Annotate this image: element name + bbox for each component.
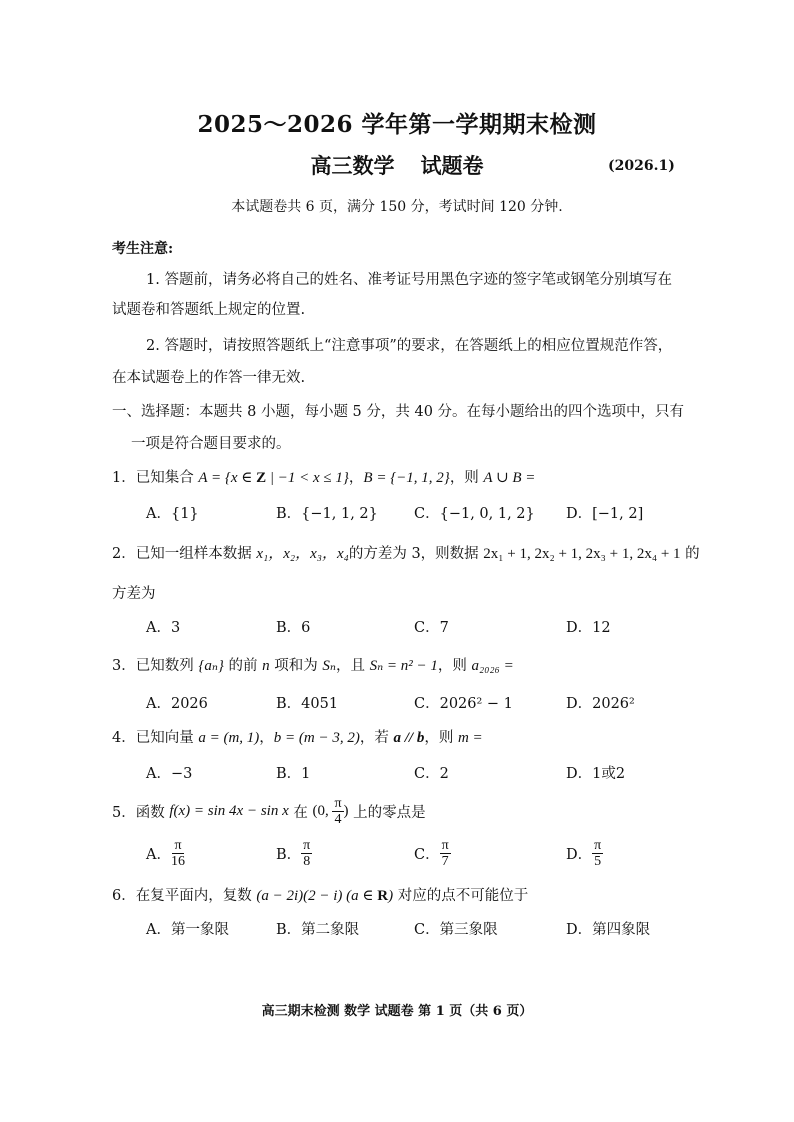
q2-option-c: C．7: [414, 620, 449, 636]
notice-item-2-line-1: 2. 答题时，请按照答题纸上“注意事项”的要求，在答题纸上的相应位置规范作答，: [146, 338, 673, 354]
q6-option-c: C．第三象限: [414, 922, 498, 938]
q4-option-b: B．1: [276, 766, 311, 782]
union-expr: A ∪ B =: [483, 470, 536, 486]
complex-expr: (a − 2i)(2 − i): [256, 888, 343, 904]
q4-option-a: A．−3: [146, 766, 193, 782]
transformed-data: 2x₁ + 1, 2x₂ + 1, 2x₃ + 1, 2x₄ + 1: [483, 546, 681, 562]
q5-option-d: D． $\frac{\pi}{5}$: [566, 838, 602, 869]
q3-option-b: B．4051: [276, 696, 339, 712]
subject-name: 高三数学: [310, 153, 395, 178]
sum-formula: Sₙ = n² − 1: [369, 658, 438, 674]
q5-option-b: B． $\frac{\pi}{8}$: [276, 838, 311, 869]
question-1: 1．已知集合 A = {x ∈ Z | −1 < x ≤ 1}，B = {−1, 1, 2}，则 A ∪ B =: [112, 470, 536, 486]
question-5: 5．函数 f(x) = sin 4x − sin x 在 (0, $\frac{\pi}{4}$ ) 上的零点是: [112, 796, 426, 827]
vector-a: a = (m, 1): [198, 730, 260, 746]
q1-option-c: C．{−1, 0, 1, 2}: [414, 506, 535, 522]
interval-fraction: $\frac{\pi}{4}$: [334, 796, 342, 827]
q1-option-d: D．[−1, 2]: [566, 506, 644, 522]
exam-title: 2025～2026 学年第一学期期末检测: [197, 111, 597, 138]
question-4: 4．已知向量 a = (m, 1)，b = (m − 3, 2)，若 a // b，则 m =: [112, 730, 483, 746]
q3-option-c: C．2026² − 1: [414, 696, 513, 712]
parallel-condition: a // b: [393, 730, 425, 746]
sample-vars: x₁，x₂，x₃，x₄: [256, 546, 349, 562]
sequence: {aₙ}: [198, 658, 224, 674]
q2-option-d: D．12: [566, 620, 611, 636]
page-footer: 高三期末检测 数学 试题卷 第 1 页（共 6 页）: [261, 1004, 533, 1019]
doc-type: 试题卷: [420, 153, 484, 178]
target-term: a₂₀₂₆ =: [471, 658, 514, 674]
exam-subtitle: [0, 150, 794, 180]
vector-b: b = (m − 3, 2): [273, 730, 360, 746]
q6-option-a: A．第一象限: [146, 922, 229, 938]
question-2: 2．已知一组样本数据 x₁，x₂，x₃，x₄的方差为 3，则数据 2x₁ + 1, 2x₂ + 1, 2x₃ + 1, 2x₄ + 1 的: [112, 546, 700, 562]
section-1-line-2: 一项是符合题目要求的。: [131, 436, 291, 452]
function-expr: f(x) = sin 4x − sin x: [169, 803, 289, 819]
q3-option-d: D．2026²: [566, 696, 635, 712]
q6-option-b: B．第二象限: [276, 922, 360, 938]
q2-option-a: A．3: [146, 620, 181, 636]
q2-option-b: B．6: [276, 620, 311, 636]
q4-option-c: C．2: [414, 766, 449, 782]
exam-info: 本试题卷共 6 页，满分 150 分，考试时间 120 分钟.: [231, 199, 563, 215]
question-3: 3．已知数列 {aₙ} 的前 n 项和为 Sₙ，且 Sₙ = n² − 1，则 a₂₀₂₆ =: [112, 658, 514, 674]
q4-option-d: D．1或2: [566, 766, 626, 782]
q3-option-a: A．2026: [146, 696, 208, 712]
q1-option-a: A．{1}: [146, 506, 199, 522]
set-b-expr: B = {−1, 1, 2}: [363, 470, 450, 486]
section-1-line-1: 一、选择题：本题共 8 小题，每小题 5 分，共 40 分。在每小题给出的四个选项中，只有: [112, 404, 685, 420]
exam-date: (2026.1): [608, 158, 675, 174]
notice-item-1-line-1: 1. 答题前，请务必将自己的姓名、准考证号用黑色字迹的签字笔或钢笔分别填写在: [146, 272, 672, 288]
q5-option-a: A． $\frac{\pi}{16}$: [146, 838, 185, 869]
notice-item-2-line-2: 在本试题卷上的作答一律无效.: [112, 370, 306, 386]
notice-heading: 考生注意:: [112, 241, 174, 257]
q1-option-b: B．{−1, 1, 2}: [276, 506, 378, 522]
q5-option-c: C． $\frac{\pi}{7}$: [414, 838, 449, 869]
question-6: 6．在复平面内，复数 (a − 2i)(2 − i) (a ∈ R) 对应的点不可能位于: [112, 888, 529, 904]
notice-item-1-line-2: 试题卷和答题纸上规定的位置.: [112, 302, 306, 318]
set-a-expr: A = {x ∈ Z | −1 < x ≤ 1}: [198, 470, 349, 486]
question-2-line-2: 方差为: [112, 586, 156, 602]
q6-option-d: D．第四象限: [566, 922, 651, 938]
